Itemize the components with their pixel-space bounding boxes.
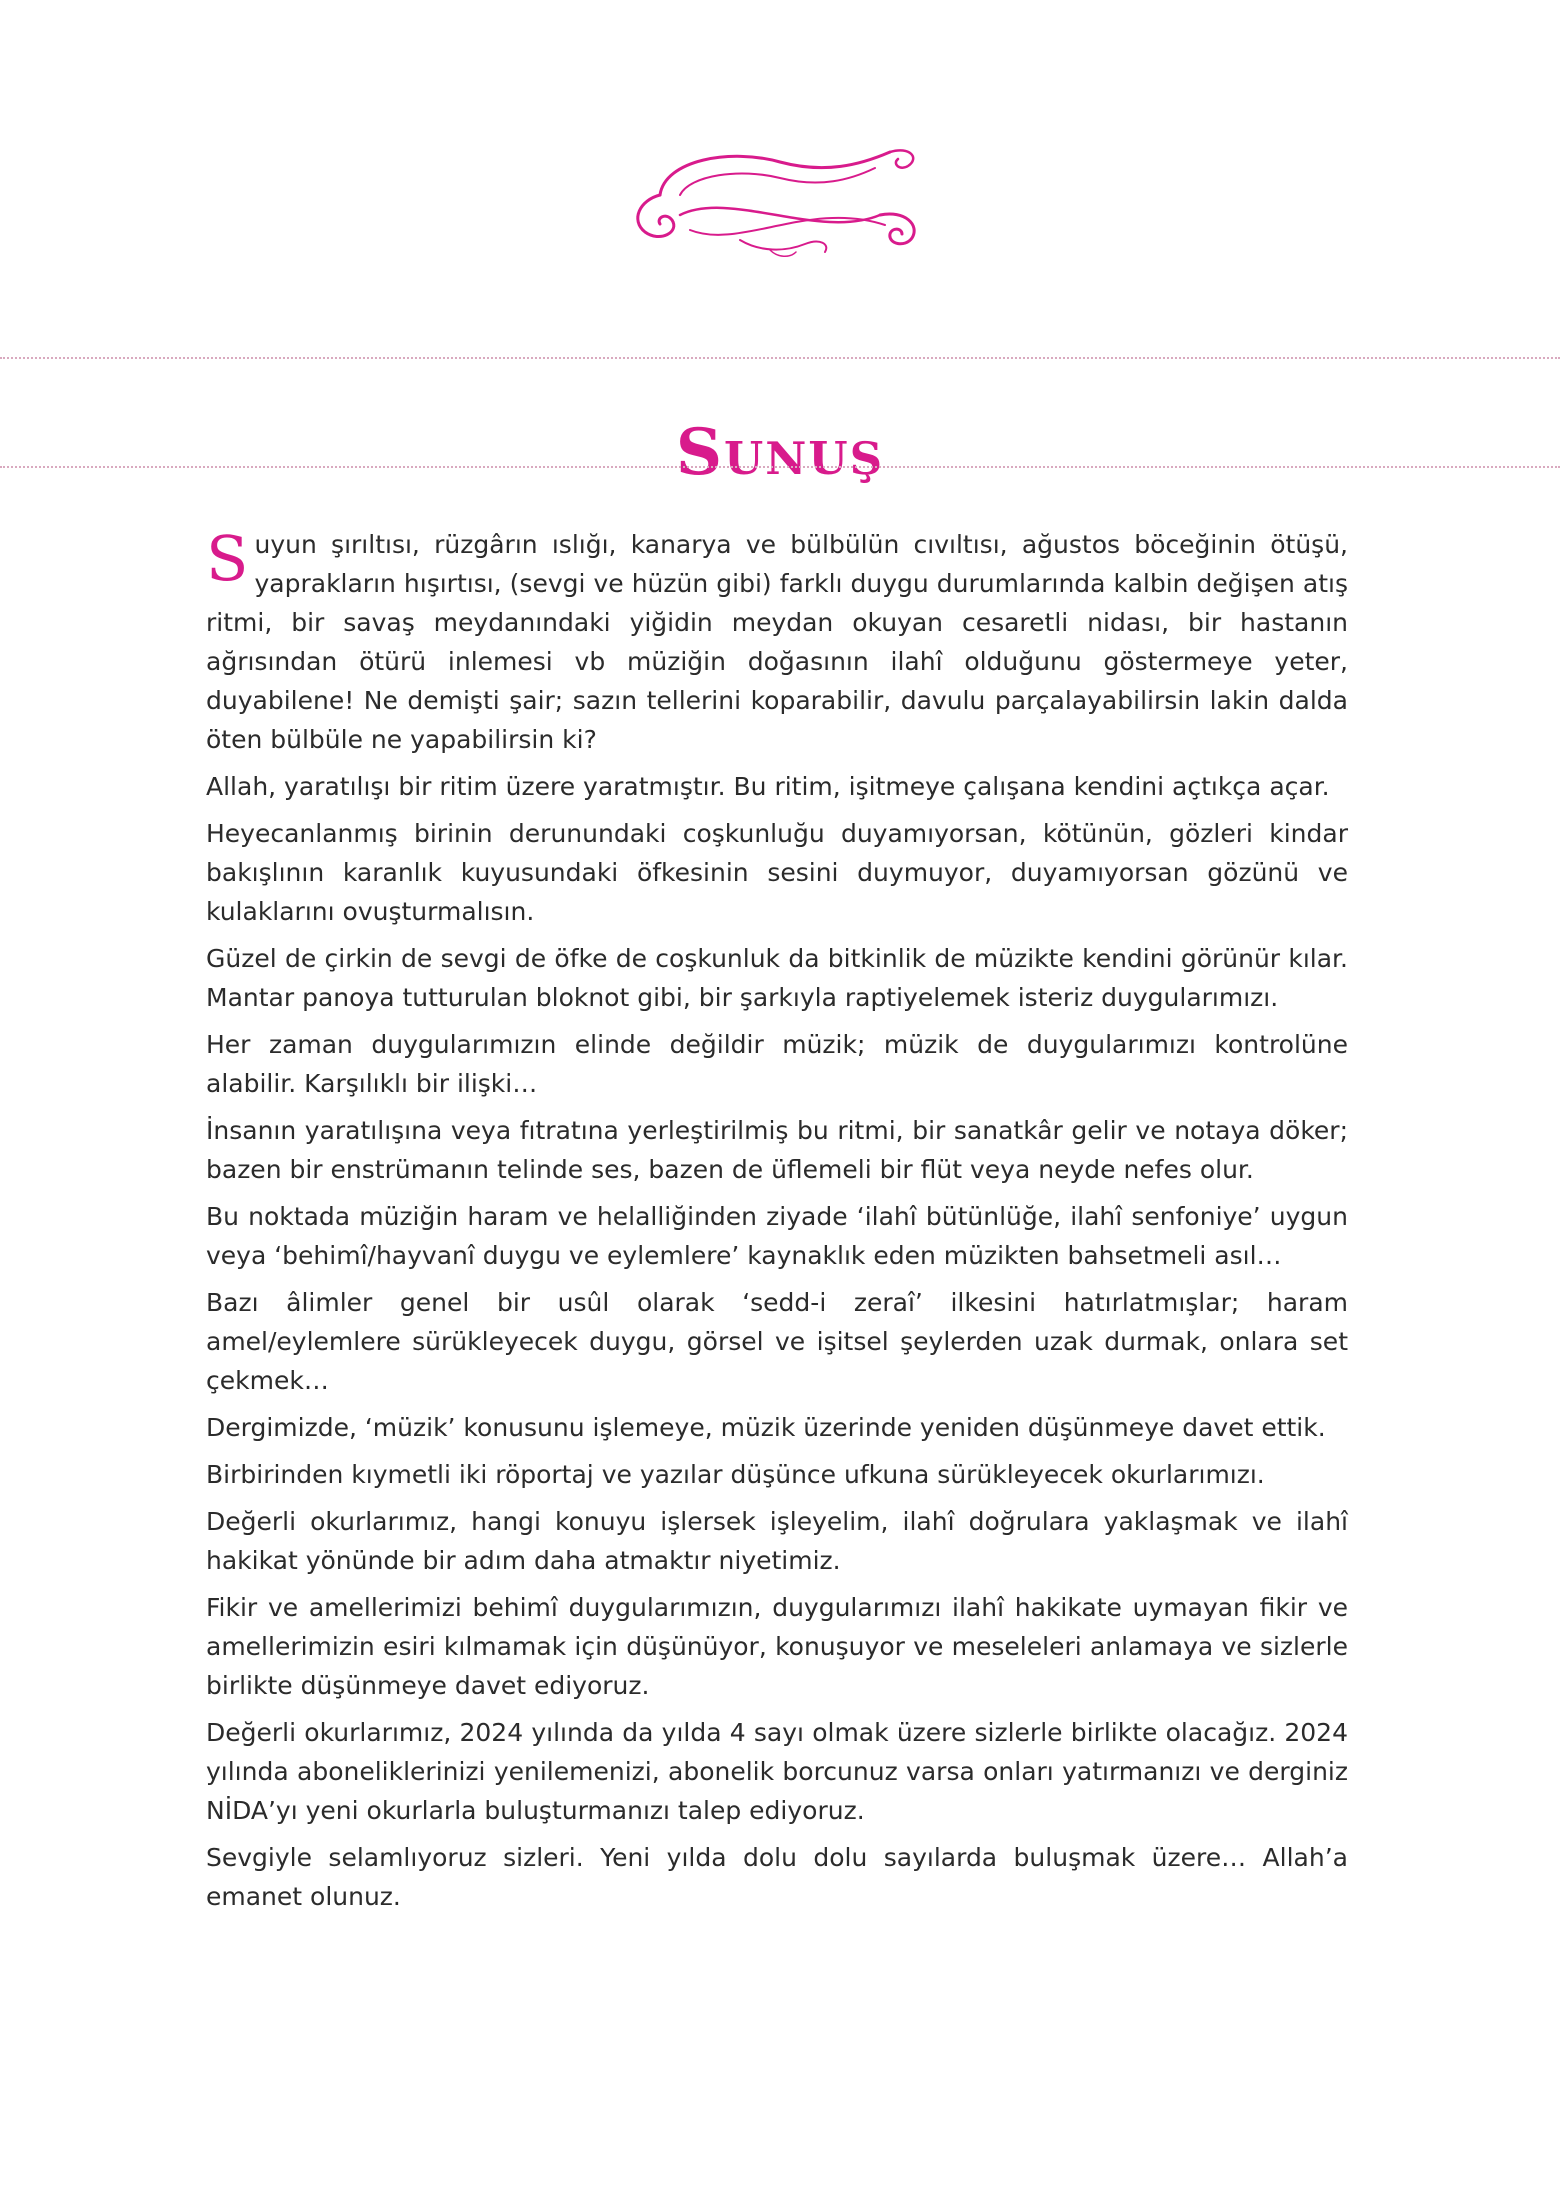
article-paragraph: Güzel de çirkin de sevgi de öfke de coşkunluk da bitkinlik de müzikte kendini görünür kılar. Mantar panoya tutturulan bloknot gibi, bir şarkıyla raptiyelemek isteriz duygularımızı.: [206, 944, 1348, 1012]
article-paragraph: Sevgiyle selamlıyoruz sizleri. Yeni yılda dolu dolu sayılarda buluşmak üzere… Allah’a emanet olunuz.: [206, 1843, 1348, 1911]
article-paragraph: [206, 522, 1348, 759]
article-paragraph: Heyecanlanmış birinin derunundaki coşkunluğu duyamıyorsan, kötünün, gözleri kindar bakışlının karanlık kuyusundaki öfkesinin sesini duymuyor, duyamıyorsan gözünü ve kulaklarını ovuşturmalısın.: [206, 819, 1348, 926]
article-paragraph: Bu noktada müziğin haram ve helalliğinden ziyade ‘ilahî bütünlüğe, ilahî senfoniye’ uygun veya ‘behimî/hayvanî duygu ve eylemlere’ kaynaklık eden müzikten bahsetmeli asıl…: [206, 1202, 1348, 1270]
article-paragraph: Fikir ve amellerimizi behimî duygularımızın, duygularımızı ilahî hakikate uymayan fikir ve amellerimizin esiri kılmamak için düşünüyor, konuşuyor ve meseleleri anlamaya ve sizlerle birlikte düşünmeye davet ediyoruz.: [206, 1593, 1348, 1700]
article-paragraph: Allah, yaratılışı bir ritim üzere yaratmıştır. Bu ritim, işitmeye çalışana kendini açtıkça açar.: [206, 772, 1330, 801]
drop-cap: S: [206, 522, 249, 595]
title-top-rule: [0, 357, 1560, 359]
article-paragraph: Değerli okurlarımız, hangi konuyu işlersek işleyelim, ilahî doğrulara yaklaşmak ve ilahî hakikat yönünde bir adım daha atmaktır niyetimiz.: [206, 1507, 1348, 1575]
article-paragraph: İnsanın yaratılışına veya fıtratına yerleştirilmiş bu ritmi, bir sanatkâr gelir ve notaya döker; bazen bir enstrümanın telinde ses, bazen de üflemeli bir flüt veya neyde nefes olur.: [206, 1116, 1348, 1184]
article-paragraph: Değerli okurlarımız, 2024 yılında da yılda 4 sayı olmak üzere sizlerle birlikte olacağız. 2024 yılında aboneliklerinizi yenilemenizi, abonelik borcunuz varsa onları yatırmanızı ve derginiz NİDA’yı yeni okurlarla buluşturmanızı talep ediyoruz.: [206, 1718, 1348, 1825]
paragraph-text: uyun şırıltısı, rüzgârın ıslığı, kanarya ve bülbülün cıvıltısı, ağustos böceğinin ötüşü, yaprakların hışırtısı, (sevgi ve hüzün gibi) farklı duygu durumlarında kalbin değişen atış ritmi, bir savaş meydanındaki yiğidin meydan okuyan cesaretli nidası, bir hastanın ağrısından ötürü inlemesi vb müziğin doğasının ilahî olduğunu göstermeye yeter, duyabilene! Ne demişti şair; sazın tellerini koparabilir, davulu parçalayabilirsin lakin dalda öten bülbüle ne yapabilirsin ki?: [206, 530, 1348, 754]
title-bottom-rule: [0, 466, 1560, 468]
article-paragraph: Her zaman duygularımızın elinde değildir müzik; müzik de duygularımızı kontrolüne alabilir. Karşılıklı bir ilişki…: [206, 1030, 1348, 1098]
article-paragraph: Bazı âlimler genel bir usûl olarak ‘sedd-i zeraî’ ilkesini hatırlatmışlar; haram amel/eylemlere sürükleyecek duygu, görsel ve işitsel şeylerden uzak durmak, onlara set çekmek…: [206, 1288, 1348, 1395]
article-paragraph: Dergimizde, ‘müzik’ konusunu işlemeye, müzik üzerinde yeniden düşünmeye davet ettik.: [206, 1413, 1326, 1442]
article-body: [206, 522, 1348, 1924]
page-title: Sunuş: [675, 414, 885, 490]
flourish-ornament-icon: [620, 140, 930, 260]
article-paragraph: Birbirinden kıymetli iki röportaj ve yazılar düşünce ufkuna sürükleyecek okurlarımızı.: [206, 1460, 1265, 1489]
